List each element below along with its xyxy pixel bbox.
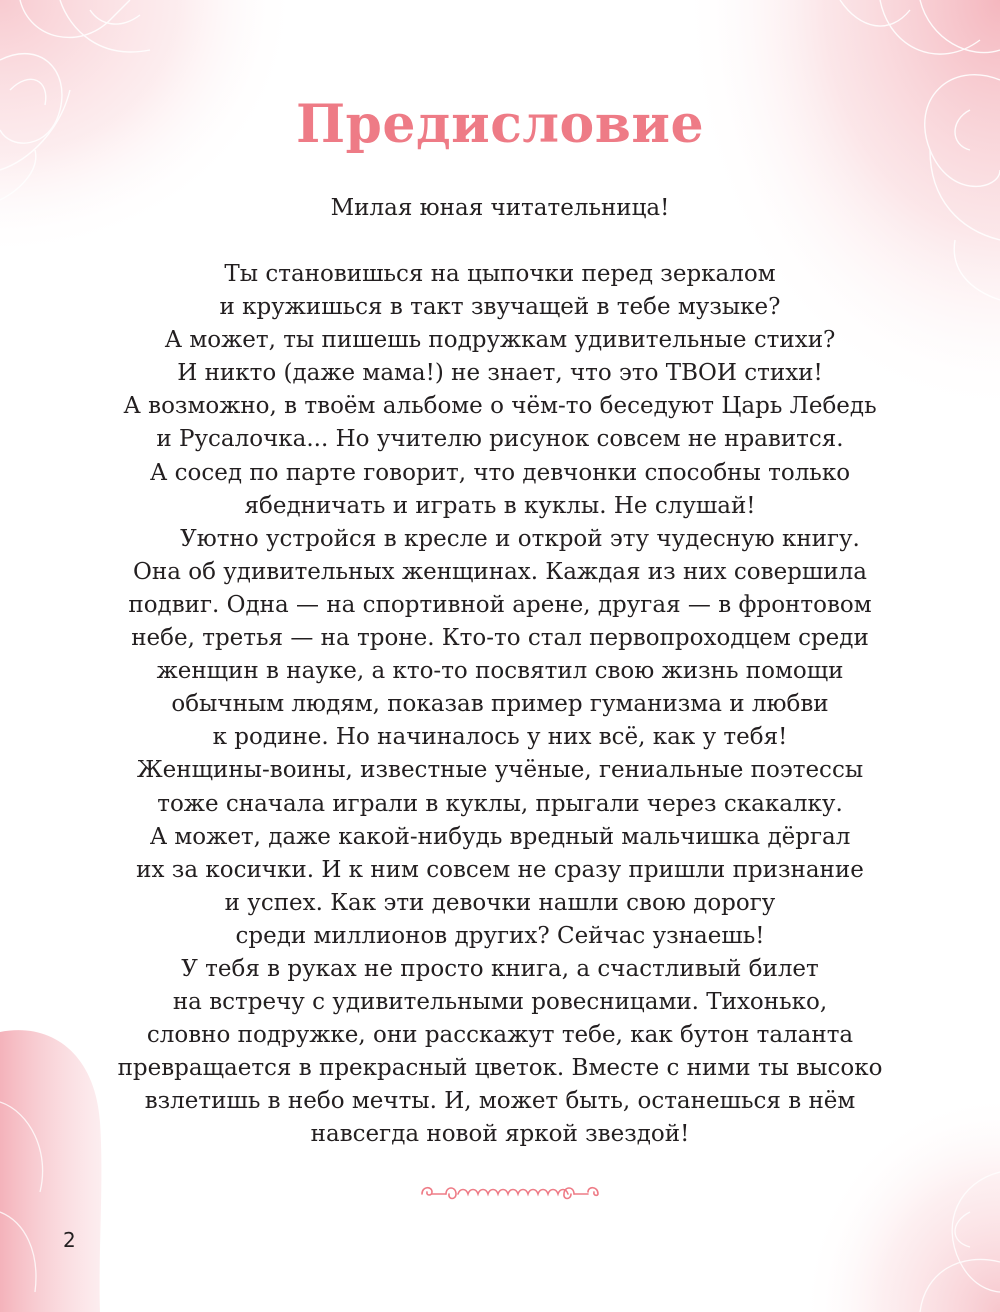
- text-line: среди миллионов других? Сейчас узнаешь!: [235, 922, 765, 949]
- text-line: навсегда новой яркой звездой!: [310, 1121, 690, 1148]
- text-line: подвиг. Одна — на спортивной арене, другая — в фронтовом: [128, 591, 872, 618]
- swirl-divider-icon: [418, 1180, 602, 1204]
- text-line: превращается в прекрасный цветок. Вместе с ними ты высоко: [117, 1055, 883, 1082]
- text-line: И никто (даже мама!) не знает, что это ТВОИ стихи!: [177, 360, 823, 387]
- text-line: тоже сначала играли в куклы, прыгали через скакалку.: [157, 790, 843, 817]
- text-line: на встречу с удивительными ровесницами. Тихонько,: [172, 989, 828, 1016]
- text-line: и кружишься в такт звучащей в тебе музыке?: [219, 294, 781, 321]
- text-line: А возможно, в твоём альбоме о чём-то беседуют Царь Лебедь: [123, 393, 877, 420]
- text-line: женщин в науке, а кто-то посвятил свою жизнь помощи: [156, 658, 844, 685]
- text-line: Ты становишься на цыпочки перед зеркалом: [224, 261, 776, 287]
- preface-text: [60, 258, 940, 1152]
- text-line: небе, третья — на троне. Кто-то стал первопроходцем среди: [131, 625, 869, 652]
- text-line: обычным людям, показав пример гуманизма и любви: [171, 691, 829, 718]
- text-line: и успех. Как эти девочки нашли свою дорогу: [224, 889, 776, 916]
- text-line: и Русалочка... Но учителю рисунок совсем не нравится.: [156, 426, 844, 453]
- text-line: А сосед по парте говорит, что девчонки способны только: [149, 459, 851, 486]
- text-line: к родине. Но начиналось у них всё, как у тебя!: [212, 724, 788, 751]
- text-line: Уютно устройся в кресле и открой эту чудесную книгу.: [180, 525, 860, 552]
- text-line: А может, даже какой-нибудь вредный мальчишка дёргал: [149, 823, 851, 850]
- page-title: Предисловие: [295, 94, 705, 155]
- page-number: 2: [63, 1228, 76, 1252]
- text-line: У тебя в руках не просто книга, а счастливый билет: [181, 955, 819, 982]
- text-line: ябедничать и играть в куклы. Не слушай!: [244, 492, 756, 519]
- text-line: Она об удивительных женщинах. Каждая из них совершила: [133, 558, 867, 585]
- greeting-line: Милая юная читательница!: [330, 195, 670, 221]
- text-line: их за косички. И к ним совсем не сразу пришли признание: [136, 856, 864, 883]
- text-line: Женщины-воины, известные учёные, гениальные поэтессы: [136, 757, 864, 784]
- text-line: словно подружке, они расскажут тебе, как бутон таланта: [146, 1022, 854, 1049]
- text-line: взлетишь в небо мечты. И, может быть, останешься в нём: [144, 1088, 856, 1115]
- text-line: А может, ты пишешь подружкам удивительные стихи?: [164, 327, 836, 354]
